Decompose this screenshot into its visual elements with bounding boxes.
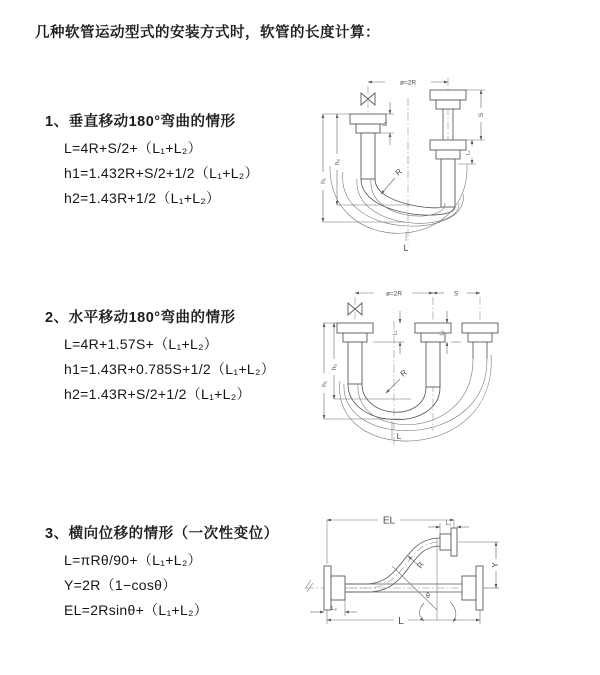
dim-label-diameter: ø=2R bbox=[399, 79, 417, 87]
centerline-break-mark bbox=[305, 580, 313, 592]
dim-label-h2: h₂ bbox=[334, 158, 341, 166]
diagram-lateral-displacement bbox=[304, 508, 568, 638]
dim-label-theta: θ bbox=[426, 593, 430, 600]
middle-flange-fitting bbox=[415, 323, 451, 387]
dimension-lines bbox=[310, 516, 500, 628]
section-2-formulas bbox=[64, 332, 275, 407]
dimension-lines bbox=[321, 291, 480, 442]
left-flange-fitting bbox=[350, 114, 386, 179]
displaced-flange-fitting bbox=[440, 528, 457, 556]
dim-label-h2: h₂ bbox=[331, 363, 338, 371]
section-3-formulas bbox=[64, 548, 208, 623]
dim-label-h1: h₁ bbox=[321, 381, 328, 387]
dim-label-length: L bbox=[403, 243, 409, 253]
section-3-heading: 3、横向位移的情形（一次性变位） bbox=[45, 526, 279, 542]
formula-line: Y=2R（1−cosθ） bbox=[64, 577, 177, 593]
section-1-heading: 1、垂直移动180°弯曲的情形 bbox=[45, 114, 236, 130]
dim-label-l2: L₂ bbox=[439, 330, 446, 336]
formula-line: EL=2Rsinθ+（L₁+L₂） bbox=[64, 602, 209, 618]
dim-label-el: EL bbox=[382, 515, 396, 527]
formula-line: h2=1.43R+S/2+1/2（L₁+L₂） bbox=[64, 386, 251, 402]
formula-line: L=4R+S/2+（L₁+L₂） bbox=[64, 140, 202, 156]
dim-label-l1: L₁ bbox=[392, 330, 399, 336]
formula-line: h2=1.43R+1/2（L₁+L₂） bbox=[64, 190, 221, 206]
dim-label-diameter: ø=2R bbox=[385, 290, 403, 298]
formula-line: h1=1.43R+0.785S+1/2（L₁+L₂） bbox=[64, 361, 275, 377]
diagram-horizontal-180-bend bbox=[316, 281, 504, 461]
dim-label-l1: L₁ bbox=[445, 521, 452, 527]
left-flange-fitting bbox=[324, 566, 345, 610]
dim-label-radius: R bbox=[415, 560, 426, 571]
dim-label-s: S bbox=[453, 290, 459, 298]
left-flange-fitting bbox=[337, 323, 373, 384]
right-flange-fitting bbox=[430, 90, 466, 207]
dim-label-radius: R bbox=[398, 367, 409, 379]
dim-label-l: L bbox=[398, 616, 404, 627]
page-title: 几种软管运动型式的安装方式时，软管的长度计算： bbox=[35, 25, 380, 41]
section-1-formulas bbox=[64, 136, 259, 211]
formula-line: h1=1.432R+S/2+1/2（L₁+L₂） bbox=[64, 165, 259, 181]
dim-label-y: Y bbox=[491, 562, 500, 568]
diagram-vertical-180-bend bbox=[313, 72, 505, 258]
dim-label-length: L bbox=[396, 431, 402, 441]
dim-label-radius: R bbox=[393, 166, 404, 178]
dim-label-s: S bbox=[478, 112, 485, 118]
formula-line: L=πRθ/90+（L₁+L₂） bbox=[64, 552, 202, 568]
dim-label-l2: L₂ bbox=[331, 606, 337, 612]
dim-label-l1: L₁ bbox=[382, 121, 389, 127]
dim-label-l2: L₂ bbox=[465, 150, 472, 155]
formula-line: L=4R+1.57S+（L₁+L₂） bbox=[64, 336, 219, 352]
right-flange-fitting bbox=[462, 323, 498, 359]
section-2-heading: 2、水平移动180°弯曲的情形 bbox=[45, 310, 236, 326]
dim-label-h1: h₁ bbox=[320, 178, 327, 184]
right-flange-fitting bbox=[462, 566, 483, 610]
